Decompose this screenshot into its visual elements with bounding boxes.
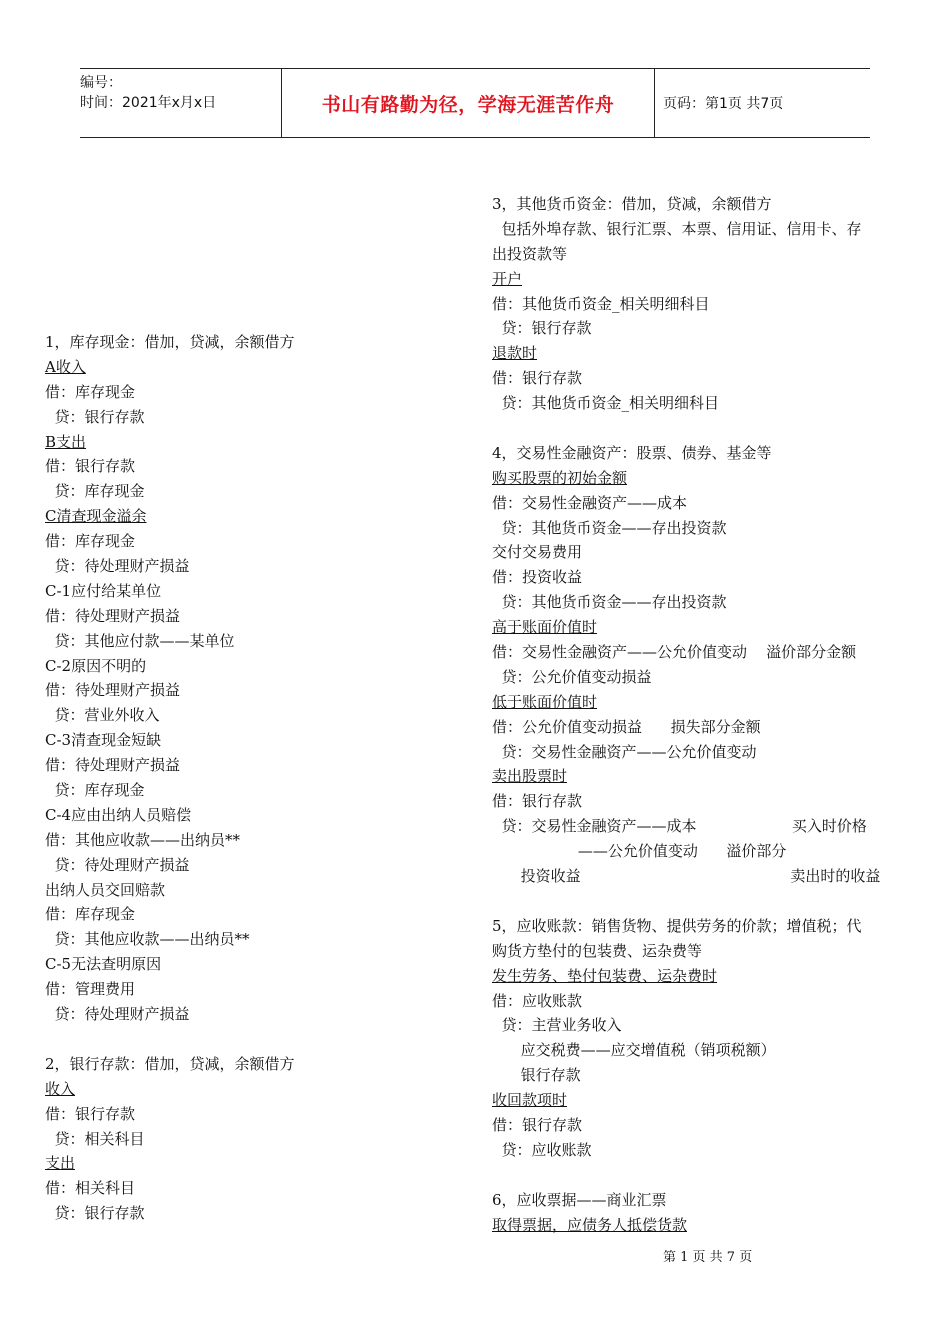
text-line: [492, 1163, 907, 1188]
section-heading: [492, 267, 907, 292]
motto-text: 书山有路勤为径，学海无涯苦作舟: [321, 93, 615, 116]
line-text: C-1应付给某单位: [45, 581, 162, 600]
line-text: 借：库存现金: [45, 532, 136, 551]
line-text: 借：其他货币资金_相关明细科目: [492, 294, 710, 313]
line-text: 6，应收票据——商业汇票: [492, 1190, 667, 1209]
text-line: [45, 728, 465, 753]
line-text: 借：银行存款: [492, 1115, 583, 1134]
line-text: 5，应收账款：销售货物、提供劳务的价款；增值税；代: [492, 916, 862, 935]
section-heading: [45, 1151, 465, 1176]
line-text: 低于账面价值时: [492, 692, 598, 711]
line-text: 借：管理费用: [45, 980, 136, 999]
text-line: [45, 878, 465, 903]
text-line: [492, 1113, 907, 1138]
line-text: 4，交易性金融资产：股票、债券、基金等: [492, 443, 772, 462]
text-line: [492, 217, 907, 242]
line-text: 1，库存现金：借加，贷减，余额借方: [45, 333, 295, 351]
text-line: [45, 977, 465, 1002]
page-footer: 第 1 页 共 7 页: [663, 1250, 753, 1265]
line-text: 开户: [492, 269, 523, 288]
text-line: [45, 380, 465, 405]
text-line: [45, 454, 465, 479]
text-line: [492, 1138, 907, 1163]
text-line: [492, 565, 907, 590]
line-text: 借：待处理财产损益: [45, 606, 181, 625]
page-label: 页码：第1页 共7页: [663, 96, 784, 112]
line-text: 借：银行存款: [492, 369, 583, 388]
text-line: [45, 579, 465, 604]
text-line: [45, 902, 465, 927]
line-text: 贷：其他应收款——出纳员**: [45, 930, 250, 949]
line-text: 贷：银行存款: [45, 407, 145, 426]
line-text: 贷：库存现金: [45, 482, 145, 501]
text-line: [45, 529, 465, 554]
line-text: 贷：营业外收入: [45, 706, 160, 725]
line-text: 银行存款: [492, 1066, 581, 1085]
text-line: [45, 778, 465, 803]
text-line: [492, 715, 907, 740]
line-text: 3，其他货币资金：借加，贷减，余额借方: [492, 195, 772, 213]
line-text: 取得票据，应债务人抵偿货款: [492, 1215, 688, 1234]
line-text: 收回款项时: [492, 1091, 568, 1110]
line-text: 购买股票的初始金额: [492, 468, 628, 487]
text-line: [492, 491, 907, 516]
line-text: 贷：库存现金: [45, 781, 145, 800]
section-heading: [45, 1077, 465, 1102]
number-label: 编号：: [80, 75, 122, 91]
text-line: [492, 516, 907, 541]
line-text: 退款时: [492, 344, 538, 363]
line-text: 出纳人员交回赔款: [45, 880, 166, 899]
text-line: [492, 391, 907, 416]
line-text: 贷：其他货币资金_相关明细科目: [492, 394, 720, 413]
text-line: [492, 1038, 907, 1063]
header-page-cell: [655, 69, 870, 137]
line-text: 贷：应收账款: [492, 1140, 592, 1159]
time-label: 时间：2021年x月x日: [80, 95, 217, 111]
line-text: A收入: [45, 357, 86, 376]
line-text: ——公允价值变动 溢价部分: [492, 842, 787, 861]
line-text: 高于账面价值时: [492, 618, 598, 637]
line-text: 购货方垫付的包装费、运杂费等: [492, 941, 703, 960]
left-column: [45, 330, 465, 1226]
line-text: 交付交易费用: [492, 543, 583, 562]
line-text: 贷：主营业务收入: [492, 1016, 622, 1035]
section-heading: [45, 430, 465, 455]
text-line: [492, 441, 907, 466]
text-line: [492, 839, 907, 864]
text-line: [45, 654, 465, 679]
section-heading: [492, 690, 907, 715]
text-line: [45, 828, 465, 853]
text-line: [492, 789, 907, 814]
section-heading: [492, 764, 907, 789]
line-text: 借：待处理财产损益: [45, 756, 181, 775]
line-text: 应交税费——应交增值税（销项税额）: [492, 1041, 776, 1060]
line-text: 贷：待处理财产损益: [45, 557, 190, 576]
line-text: 出投资款等: [492, 244, 568, 263]
text-line: [492, 192, 907, 217]
line-text: 借：公允价值变动损益 损失部分金额: [492, 717, 761, 736]
line-text: C-5无法查明原因: [45, 955, 162, 974]
text-line: [45, 927, 465, 952]
line-text: 贷：交易性金融资产——成本 买入时价格: [492, 817, 867, 836]
section-heading: [492, 1213, 907, 1238]
line-text: C清查现金溢余: [45, 507, 147, 526]
section-heading: [45, 504, 465, 529]
line-text: 贷：银行存款: [45, 1204, 145, 1223]
text-line: [45, 330, 465, 355]
text-line: [492, 640, 907, 665]
text-line: [45, 803, 465, 828]
text-line: [45, 1102, 465, 1127]
line-text: 贷：相关科目: [45, 1129, 145, 1148]
text-line: [45, 1201, 465, 1226]
text-line: [45, 703, 465, 728]
text-line: [492, 665, 907, 690]
text-line: [45, 629, 465, 654]
text-line: [492, 1188, 907, 1213]
line-text: 借：应收账款: [492, 991, 583, 1010]
header-motto-cell: [282, 69, 655, 137]
text-line: [492, 1063, 907, 1088]
line-text: 借：库存现金: [45, 905, 136, 924]
line-text: 借：银行存款: [45, 1104, 136, 1123]
line-text: C-4应由出纳人员赔偿: [45, 805, 192, 824]
text-line: [492, 366, 907, 391]
line-text: 贷：公允价值变动损益: [492, 667, 652, 686]
section-heading: [492, 341, 907, 366]
text-line: [45, 678, 465, 703]
text-line: [492, 814, 907, 839]
line-text: 包括外埠存款、银行汇票、本票、信用证、信用卡、存: [492, 219, 862, 238]
line-text: 借：待处理财产损益: [45, 681, 181, 700]
text-line: [45, 1127, 465, 1152]
line-text: 贷：其他应付款——某单位: [45, 631, 235, 650]
text-line: [45, 554, 465, 579]
line-text: 发生劳务、垫付包装费、运杂费时: [492, 966, 718, 985]
line-text: 贷：其他货币资金——存出投资款: [492, 518, 727, 537]
document-header: [80, 68, 870, 138]
text-line: [492, 242, 907, 267]
text-line: [45, 479, 465, 504]
text-line: [45, 1002, 465, 1027]
text-line: [492, 989, 907, 1014]
line-text: 贷：交易性金融资产——公允价值变动: [492, 742, 757, 761]
text-line: [492, 864, 907, 889]
text-line: [45, 405, 465, 430]
line-text: 收入: [45, 1079, 76, 1098]
section-heading: [492, 466, 907, 491]
line-text: 贷：待处理财产损益: [45, 1005, 190, 1024]
right-column: [492, 192, 907, 1237]
line-text: 卖出股票时: [492, 767, 568, 786]
line-text: 借：其他应收款——出纳员**: [45, 830, 241, 849]
line-text: 借：交易性金融资产——公允价值变动 溢价部分金额: [492, 643, 857, 662]
text-line: [492, 740, 907, 765]
text-line: [492, 316, 907, 341]
text-line: [45, 952, 465, 977]
section-heading: [492, 615, 907, 640]
line-text: 借：交易性金融资产——成本: [492, 493, 688, 512]
text-line: [492, 889, 907, 914]
section-heading: [492, 1088, 907, 1113]
text-line: [492, 292, 907, 317]
text-line: [45, 753, 465, 778]
line-text: 借：相关科目: [45, 1179, 136, 1198]
text-line: [492, 416, 907, 441]
line-text: 投资收益 卖出时的收益: [492, 867, 881, 886]
text-line: [492, 914, 907, 939]
section-heading: [45, 355, 465, 380]
line-text: C-2原因不明的: [45, 656, 147, 675]
text-line: [492, 590, 907, 615]
text-line: [45, 853, 465, 878]
line-text: 借：银行存款: [45, 457, 136, 476]
text-line: [45, 604, 465, 629]
line-text: 借：投资收益: [492, 568, 583, 587]
text-line: [492, 1013, 907, 1038]
line-text: 借：银行存款: [492, 792, 583, 811]
line-text: 贷：银行存款: [492, 319, 592, 338]
line-text: 支出: [45, 1154, 76, 1173]
text-line: [45, 1176, 465, 1201]
text-line: [45, 1052, 465, 1077]
line-text: 借：库存现金: [45, 382, 136, 401]
header-meta: [80, 69, 282, 137]
line-text: 贷：其他货币资金——存出投资款: [492, 593, 727, 612]
line-text: 贷：待处理财产损益: [45, 855, 190, 874]
text-line: [492, 939, 907, 964]
section-heading: [492, 964, 907, 989]
line-text: C-3清查现金短缺: [45, 731, 162, 750]
text-line: [45, 1027, 465, 1052]
line-text: 2，银行存款：借加，贷减，余额借方: [45, 1054, 295, 1073]
text-line: [492, 540, 907, 565]
line-text: B支出: [45, 432, 87, 451]
